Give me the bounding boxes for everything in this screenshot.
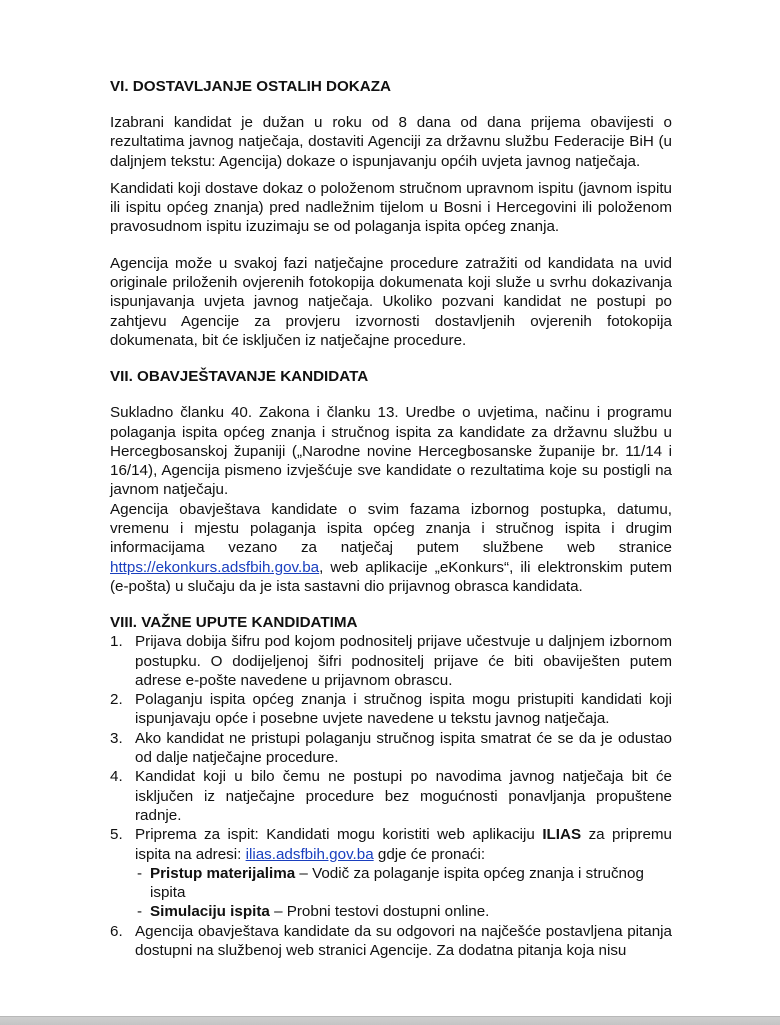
- list-number: 5.: [110, 826, 123, 844]
- sub-item-title: Pristup materijalima: [150, 864, 296, 882]
- list-item-text: za pripremu ispita na adresi:: [135, 826, 672, 863]
- document-content: [110, 77, 672, 960]
- list-item: [110, 922, 672, 961]
- list-item-text: Prijava dobija šifru pod kojom podnositelj prijave učestvuje u daljnjem izbornom postupku. O dodijeljenoj šifri podnositelj prijave će biti obaviješten putem adrese e-pošte navedene u prijavnom obrascu.: [135, 633, 672, 689]
- section-vazne-upute: [110, 613, 672, 960]
- list-item-text: Polaganju ispita općeg znanja i stručnog ispita mogu pristupiti kandidati koji ispunjavaju opće i posebne uvjete navedene u tekstu javnog natječaja.: [135, 691, 672, 728]
- list-number: 1.: [110, 633, 123, 651]
- sub-list-item: [135, 864, 672, 903]
- sub-list: [135, 864, 672, 922]
- list-item-text: Kandidat koji u bilo čemu ne postupi po navodima javnog natječaja bit će isključen iz natječajne procedure bez mogućnosti ponavljanja propuštene radnje.: [135, 768, 672, 824]
- list-number: 3.: [110, 729, 123, 747]
- sub-item-title: Simulaciju ispita: [150, 903, 270, 921]
- section-obavjestavanje-kandidata: [110, 367, 672, 596]
- list-item: [110, 767, 672, 825]
- paragraph-text: Agencija obavještava kandidate o svim fazama izbornog postupka, datumu, vremenu i mjestu polaganja ispita općeg znanja i stručnog ispita i drugim informacijama vezano za natječaj putem službene web stranice: [110, 500, 672, 557]
- list-item: [110, 632, 672, 690]
- paragraph: Kandidati koji dostave dokaz o položenom stručnom upravnom ispitu (javnom ispitu ili ispitu općeg znanja) pred nadležnim tijelom u Bosni i Hercegovini ili položenom pravosudnom ispitu izuzimaju se od polaganja ispita općeg znanja.: [110, 179, 672, 236]
- list-item: [110, 729, 672, 768]
- section-heading: VII. OBAVJEŠTAVANJE KANDIDATA: [110, 368, 369, 386]
- sub-item-text: – Probni testovi dostupni online.: [269, 903, 490, 921]
- list-item: [110, 690, 672, 729]
- sub-item-text: – Vodič za polaganje ispita općeg znanja i stručnog ispita: [150, 864, 644, 902]
- paragraph: Izabrani kandidat je dužan u roku od 8 dana od dana prijema obavijesti o rezultatima javnog natječaja, dostaviti Agenciji za državnu službu Federacije BiH (u daljnjem tekstu: Agencija) dokaze o ispunjavanju općih uvjeta javnog natječaja.: [110, 114, 672, 170]
- list-number: 6.: [110, 922, 123, 940]
- paragraph: Sukladno članku 40. Zakona i članku 13. Uredbe o uvjetima, načinu i programu polaganja ispita općeg znanja i stručnog ispita za kandidate za državnu službu u Hercegbosanskoj županiji („Narodne novine Hercegbosanske županije br. 11/14 i 16/14), Agencija pismeno izvješćuje sve kandidate o rezultatima koje su postigli na javnom natječaju.: [110, 404, 672, 499]
- paragraph: [110, 500, 672, 596]
- section-heading: VI. DOSTAVLJANJE OSTALIH DOKAZA: [110, 78, 391, 95]
- sub-list-item: [135, 902, 672, 921]
- section-heading: VIII. VAŽNE UPUTE KANDIDATIMA: [110, 614, 358, 632]
- section-dostavljanje-dokaza: [110, 77, 672, 350]
- ilias-link[interactable]: ilias.adsfbih.gov.ba: [245, 845, 374, 863]
- ilias-bold: ILIAS: [542, 826, 582, 844]
- ekonkurs-link[interactable]: https://ekonkurs.adsfbih.gov.ba: [110, 558, 320, 576]
- list-number: 2.: [110, 691, 123, 709]
- dash-bullet: -: [137, 903, 143, 921]
- list-item: [110, 825, 672, 921]
- list-item-text: gdje će pronaći:: [373, 845, 486, 863]
- paragraph-text: , web aplikacije „eKonkurs“, ili elektronskim putem (e-pošta) u slučaju da je ista sastavni dio prijavnog obrasca kandidata.: [110, 558, 672, 595]
- list-number: 4.: [110, 768, 123, 786]
- list-item-text: Ako kandidat ne pristupi polaganju stručnog ispita smatrat će se da je odustao od dalje natječajne procedure.: [135, 729, 672, 767]
- list-item-text: Agencija obavještava kandidate da su odgovori na najčešće postavljena pitanja dostupni na službenoj web stranici Agencije. Za dodatna pitanja koja nisu: [135, 922, 672, 959]
- paragraph: Agencija može u svakoj fazi natječajne procedure zatražiti od kandidata na uvid originale priloženih ovjerenih fotokopija dokumenata koji služe u svrhu dokazivanja ispunjavanja uvjeta javnog natječaja. Ukoliko pozvani kandidat ne postupi po zahtjevu Agencije za provjeru izvornosti dostavljenih ovjerenih fotokopija dokumenata, bit će isključen iz natječajne procedure.: [110, 254, 672, 349]
- instructions-list: [110, 632, 672, 960]
- dash-bullet: -: [137, 864, 143, 882]
- list-item-text: Priprema za ispit: Kandidati mogu koristiti web aplikaciju: [135, 826, 543, 844]
